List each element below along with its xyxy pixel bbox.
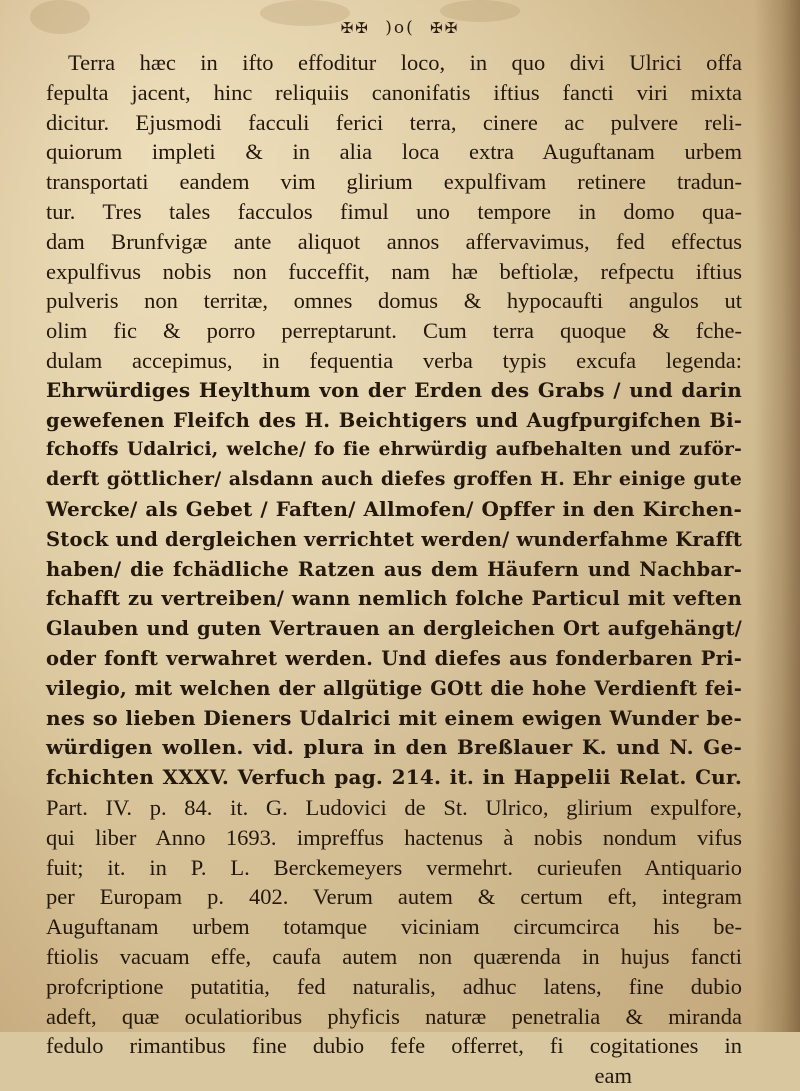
text-line-fraktur: Glauben und guten Vertrauen an dergleichen Ort aufgehängt/	[46, 617, 742, 641]
running-header	[0, 18, 800, 38]
text-line-fraktur: nes so lieben Dieners Udalrici mit einem ewigen Wunder be-	[46, 705, 742, 730]
text-line: dulam accepimus, in fequentia verba typis excufa legenda:	[46, 347, 742, 373]
text-line: olim fic & porro perreptarunt. Cum terra quoque & fche-	[46, 318, 742, 344]
text-line-fraktur: würdigen wollen. vid. plura in den Breßlauer K. und N. Ge-	[46, 735, 742, 760]
text-line: tur. Tres tales facculos fimul uno tempore in domo qua-	[46, 198, 742, 224]
text-line-fraktur: Stock und dergleichen verrichtet werden/ wunderfahme Krafft	[46, 527, 743, 551]
text-line-fraktur: derft göttlicher/ alsdann auch diefes groffen H. Ehr einige gute	[46, 468, 742, 491]
text-line: Auguftanam urbem totamque viciniam circumcirca his be-	[46, 914, 742, 940]
text-line: qui liber Anno 1693. impreffus hactenus à nobis nondum vifus	[46, 824, 742, 850]
body-text	[46, 48, 742, 1091]
text-line: adeft, quæ oculatioribus phyficis naturæ penetralia & miranda	[46, 1003, 742, 1029]
text-line-fraktur: fchoffs Udalrici, welche/ fo fie ehrwürdig aufbehalten und zuför-	[46, 439, 742, 461]
text-line: expulfivus nobis non fucceffit, nam hæ beftiolæ, refpectu iftius	[46, 258, 742, 284]
text-line: per Europam p. 402. Verum autem & certum eft, integram	[46, 884, 742, 910]
ornament-right-icon: ✠✠	[430, 19, 460, 37]
page-edge-shadow	[754, 0, 800, 1032]
text-line-fraktur: fchichten XXXV. Verfuch pag. 214. it. in Happelii Relat. Cur.	[46, 765, 742, 790]
text-line: dam Brunfvigæ ante aliquot annos affervavimus, fed effectus	[46, 228, 742, 254]
text-line-fraktur: vilegio, mit welchen der allgütige GOtt die hohe Verdienft fei-	[46, 676, 742, 700]
text-line-fraktur: oder fonft verwahret werden. Und diefes aus fonderbaren Pri-	[46, 646, 742, 670]
text-line: transportati eandem vim glirium expulfivam retinere tradun-	[46, 169, 742, 195]
text-line: profcriptione putatitia, fed naturalis, adhuc latens, fine dubio	[46, 973, 742, 999]
text-line: Terra hæc in ifto effoditur loco, in quo divi Ulrici offa	[68, 50, 742, 75]
text-line-fraktur: Ehrwürdiges Heylthum von der Erden des Grabs / und darin	[46, 377, 742, 402]
text-line: Part. IV. p. 84. it. G. Ludovici de St. Ulrico, glirium expulfore,	[46, 794, 742, 820]
text-line: dicitur. Ejusmodi facculi ferici terra, cinere ac pulvere reli-	[46, 109, 742, 135]
text-line-fraktur: gewefenen Fleifch des H. Beichtigers und Augfpurgifchen Bi-	[46, 408, 742, 432]
page-number: )o(	[385, 18, 415, 38]
text-line: pulveris non territæ, omnes domus & hypocaufti angulos ut	[46, 288, 742, 314]
text-line-fraktur: fchafft zu vertreiben/ wann nemlich folche Particul mit veften	[46, 587, 742, 611]
text-line-fraktur: haben/ die fchädliche Ratzen aus dem Häufern und Nachbar-	[46, 557, 742, 581]
text-line: fedulo rimantibus fine dubio fefe offerret, fi cogitationes in	[46, 1033, 742, 1059]
catchword: eam	[594, 1063, 632, 1089]
ornament-left-icon: ✠✠	[340, 19, 370, 37]
text-line-fraktur: Wercke/ als Gebet / Faften/ Allmofen/ Opffer in den Kirchen-	[46, 496, 742, 521]
text-line: fuit; it. in P. L. Berckemeyers vermehrt. curieufen Antiquario	[46, 854, 742, 880]
text-line: fepulta jacent, hinc reliquiis canonifatis iftius fancti viri mixta	[46, 79, 742, 105]
text-line: ftiolis vacuam effe, caufa autem non quærenda in hujus fancti	[46, 943, 742, 969]
text-line: quiorum impleti & in alia loca extra Auguftanam urbem	[46, 139, 742, 165]
